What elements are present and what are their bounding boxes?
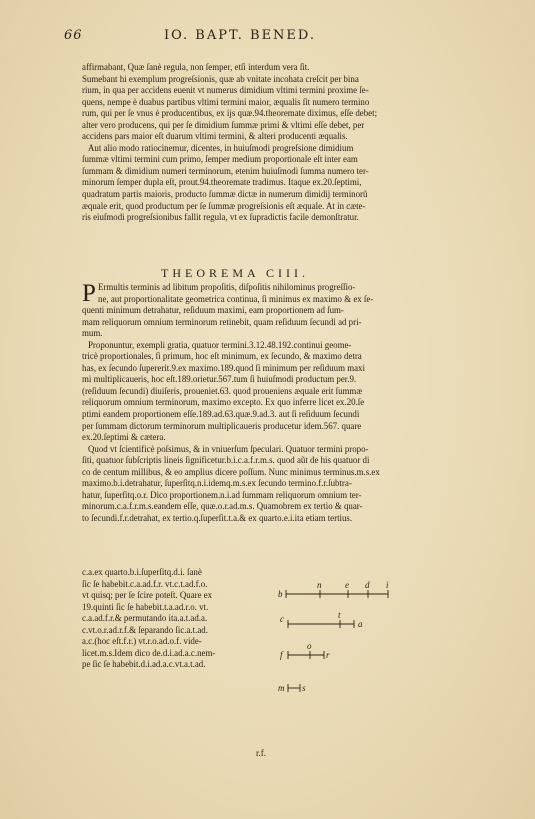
text-line: tricè proportionales, ſi primum, hoc eſt minimum, ex ſecundo, & maximo detra bbox=[82, 351, 362, 362]
text-line: ne, aut proportionalitate geometrica continua, ſi minimus ex maximo & ex ſe- bbox=[98, 293, 374, 304]
text-line: minorum.c.a.f.r.m.s.eandem eſſe, quæ.o.r.ad.m.s. Quamobrem ex tertio & quar- bbox=[82, 501, 363, 512]
label-m: m bbox=[278, 683, 285, 693]
text-line: Proponuntur, exempli gratia, quatuor termini.3.12.48.192.continui geome- bbox=[88, 339, 352, 350]
text-line: maximo.b.i.detrahatur, ſuperſitq.n.i.idemq.m.s.ex ſecundo termino.f.r.ſubtra- bbox=[82, 478, 352, 489]
text-line: to ſecundi.f.r.detrahat, ex tertio.q.ſuperſit.t.a.& ex quarto.e.i.ita etiam tertius. bbox=[82, 512, 353, 523]
label-i: i bbox=[386, 580, 389, 590]
text-line: has, ex ſecundo ſupererit.9.ex maximo.189.quod ſi minimum per reſiduum maxi bbox=[82, 362, 365, 373]
text-line: ſiti, quatuor ſubſcriptis lineis ſignificetur.b.i.c.a.f.r.m.s. quod aũt de his quatuor di bbox=[82, 455, 370, 466]
text-line: licet.m.s.Idem dico de.d.i.ad.a.c.nem- bbox=[82, 647, 216, 658]
text-line: Aut alio modo ratiocinemur, dicentes, in huiuſmodi progreſsione dimidium bbox=[88, 142, 354, 153]
text-line: ris eiuſmodi progreſsionibus fallit regula, vt ex ſupradictis facile demonſtratur. bbox=[82, 212, 359, 223]
text-line: Sumebant hi exemplum progreſsionis, quæ ab vnitate incohata creſcit per bina bbox=[82, 73, 359, 84]
text-line: per ſummam dictorum terminorum multiplicaueris producetur idem.567. quare bbox=[82, 420, 362, 431]
text-line: ſummæ vltimi termini cum primo, ſemper medium proportionale eſt inter eam bbox=[82, 154, 358, 165]
label-t: t bbox=[338, 610, 341, 620]
label-f: f bbox=[280, 650, 283, 660]
text-line: accidens pars maior eſt duarum vltimi termini, & alteri producenti æqualis. bbox=[82, 131, 348, 142]
text-line: mi multiplicaueris, hoc eſt.189.orietur.567.tum ſi huiuſmodi productum per.9. bbox=[82, 374, 357, 385]
drop-cap: P bbox=[82, 280, 96, 307]
text-line: a.c.(hoc eſt.f.r.) vt.r.o.ad.o.f. vide- bbox=[82, 636, 202, 647]
text-line: affirmabant, Quæ ſanè regula, non ſemper, etſi interdum vera ſit. bbox=[82, 62, 310, 72]
text-line: c.a.ad.f.r.& permutando ita.a.t.ad.a. bbox=[82, 613, 208, 624]
text-line: c.a.ex quarto.b.i.ſuperſitq.d.i. ſanè bbox=[82, 567, 202, 577]
page-number: 66 bbox=[64, 28, 83, 43]
paragraph-2 bbox=[82, 282, 388, 524]
label-n: n bbox=[317, 580, 322, 590]
text-line: quadratum partis maioris, producto ſummæ dictæ in numerum dimidij terminorũ bbox=[82, 189, 368, 200]
text-line: pe ſic ſe habebit.d.i.ad.a.c.vt.a.t.ad. bbox=[82, 659, 206, 670]
text-line: ſic ſe habebit.c.a.ad.f.r. vt.c.t.ad.f.o. bbox=[82, 578, 208, 589]
text-line: Quod vt ſcientificè poſsimus, & in vniuerſum ſpeculari. Quatuor termini propo- bbox=[88, 443, 369, 454]
text-line: ſummam & dimidium numeri terminorum, etenim huiuſmodi ſumma numero ter- bbox=[82, 165, 369, 176]
text-line: 19.quinti ſic ſe habebit.t.a.ad.r.o. vt. bbox=[82, 601, 209, 612]
label-s: s bbox=[302, 683, 306, 693]
paragraph-1 bbox=[82, 62, 388, 224]
label-d: d bbox=[365, 580, 370, 590]
label-a: a bbox=[358, 619, 363, 629]
text-line: alter vero producens, qui per ſe dimidium ſummæ primi & vltimi eſſe debet, per bbox=[82, 119, 365, 130]
text-line: quens, nempe è duabus partibus vltimi termini maior, æqualis ſit numero termino bbox=[82, 96, 370, 107]
signature-mark: r.f. bbox=[256, 748, 266, 758]
label-e: e bbox=[345, 580, 349, 590]
label-o: o bbox=[307, 641, 312, 651]
text-line: æquale erit, quod productum per ſe ſummæ progreſsionis eſt æquale. At in cæte- bbox=[82, 200, 366, 211]
text-line: Ermultis terminis ad libitum propoſitis, diſpoſitis nihilominus progreſſio- bbox=[98, 282, 356, 292]
line-segments-diagram bbox=[280, 576, 395, 726]
text-line: ptimi eandem proportionem eſſe.189.ad.63.quæ.9.ad.3. aut ſi reſiduum ſecundi bbox=[82, 409, 360, 420]
text-line: reliquorum omnium terminorum, maximo excepto. Ex quo inferre licet ex.20.ſe bbox=[82, 397, 365, 408]
label-c: c bbox=[280, 614, 284, 624]
text-line: ex.20.ſeptimi & cætera. bbox=[82, 432, 166, 443]
paragraph-3 bbox=[82, 567, 272, 671]
text-line: hatur, ſuperſitq.o.r. Dico proportionem.n.i.ad ſummam reliquorum omnium ter- bbox=[82, 489, 362, 500]
label-b: b bbox=[278, 589, 283, 599]
text-line: minorum ſemper dupla eſt, prout.94.theoremate tradimus. Itaque ex.20.ſeptimi, bbox=[82, 177, 362, 188]
text-line: rum, qui per ſe vnus è producentibus, ex ijs quæ.94.theoremate diximus, eſſe debet; bbox=[82, 108, 378, 119]
text-line: c.vt.o.r.ad.r.f.& ſeparando ſic.a.t.ad. bbox=[82, 624, 208, 635]
text-line: rium, in qua per accidens euenit vt numerus dimidium vltimi termini proxime ſe- bbox=[82, 85, 369, 96]
text-line: quenti minimum detrahatur, reſiduum maximi, eam proportionem ad ſum- bbox=[82, 305, 344, 316]
text-line: vt quisq; per ſe ſcire poteſt. Quare ex bbox=[82, 590, 213, 601]
text-line: (reſiduum ſecundi) diuiſeris, proueniet.63. quod proueniens æquale erit ſummæ bbox=[82, 385, 363, 396]
text-line: co de centum millibus, & eo amplius dicere poſſum. Nunc minimus terminus.m.s.ex bbox=[82, 466, 380, 477]
label-r: r bbox=[326, 650, 330, 660]
theorem-heading: THEOREMA CIII. bbox=[161, 266, 309, 280]
running-title: IO. BAPT. BENED. bbox=[164, 28, 317, 43]
text-line: mum. bbox=[82, 328, 103, 339]
text-line: mam reliquorum omnium terminorum retinebit, quam reſiduum ſecundi ad pri- bbox=[82, 316, 362, 327]
